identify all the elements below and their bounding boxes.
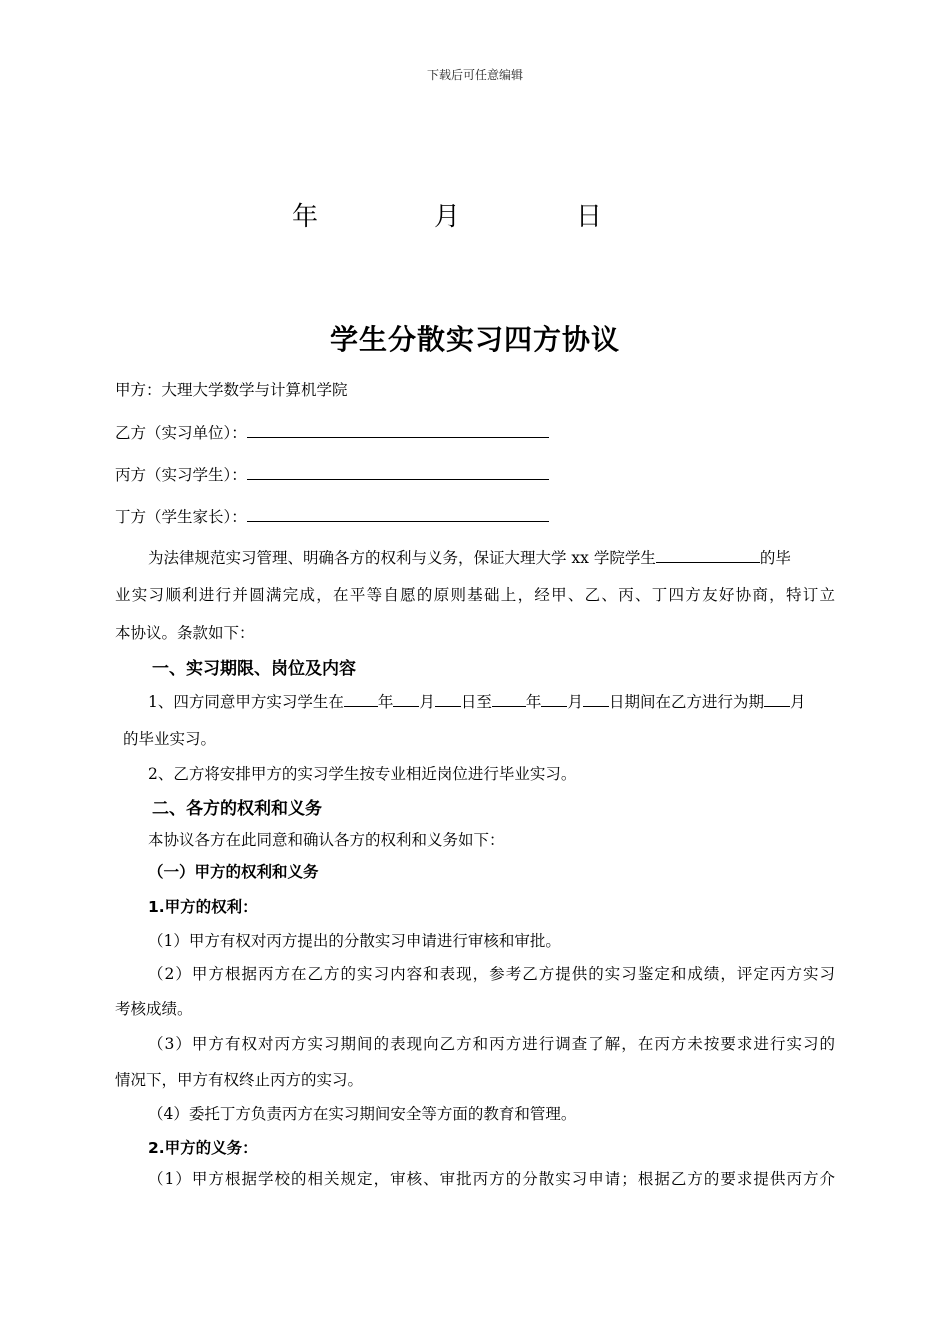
clause-1-text-b: 年: [377, 693, 394, 711]
right-1: （1）甲方有权对丙方提出的分散实习申请进行审核和审批。: [148, 932, 561, 950]
clause-1-text-e: 年: [525, 693, 542, 711]
clause-1-text-a: 1、四方同意甲方实习学生在: [148, 693, 344, 711]
date-month: 月: [434, 202, 461, 232]
document-title: 学生分散实习四方协议: [329, 323, 620, 356]
party-d-blank[interactable]: [247, 505, 549, 522]
right-2-line-1: （2）甲方根据丙方在乙方的实习内容和表现，参考乙方提供的实习鉴定和成绩，评定丙方实习: [148, 965, 835, 983]
party-b-blank[interactable]: [247, 421, 549, 438]
subsection-a-heading: （一）甲方的权利和义务: [148, 863, 319, 881]
end-day-blank[interactable]: [583, 690, 609, 707]
party-c-label: 丙方（实习学生）：: [115, 466, 247, 484]
party-d-row: [115, 505, 549, 527]
section-1-heading: 一、实习期限、岗位及内容: [152, 659, 356, 679]
right-3-line-1: （3）甲方有权对丙方实习期间的表现向乙方和丙方进行调查了解，在丙方未按要求进行实习的: [148, 1035, 835, 1053]
right-3-line-2: 情况下，甲方有权终止丙方的实习。: [115, 1071, 364, 1089]
start-month-blank[interactable]: [393, 690, 419, 707]
clause-1-text-c: 月: [419, 693, 435, 711]
intro-line-3: 本协议。条款如下：: [115, 624, 255, 642]
student-name-blank[interactable]: [656, 546, 760, 563]
duration-months-blank[interactable]: [764, 690, 790, 707]
header-note: 下载后可任意编辑: [426, 68, 523, 82]
party-c-row: [115, 463, 549, 485]
date-year: 年: [292, 202, 319, 232]
clause-1-text-d: 日至: [460, 693, 492, 711]
right-4: （4）委托丁方负责丙方在实习期间安全等方面的教育和管理。: [148, 1105, 577, 1123]
end-year-blank[interactable]: [492, 690, 526, 707]
clause-1-text-h: 月: [789, 693, 806, 711]
party-b-row: [115, 421, 549, 443]
party-a: 甲方：大理大学数学与计算机学院: [115, 381, 348, 399]
party-c-blank[interactable]: [247, 463, 549, 480]
party-b-label: 乙方（实习单位）：: [115, 424, 247, 442]
duty-1-line-1: （1）甲方根据学校的相关规定，审核、审批丙方的分散实习申请；根据乙方的要求提供丙方介: [148, 1170, 835, 1188]
start-day-blank[interactable]: [435, 690, 461, 707]
intro-line-1-post: 的毕: [759, 549, 791, 567]
section-2-heading: 二、各方的权利和义务: [152, 799, 322, 819]
party-d-label: 丁方（学生家长）：: [115, 508, 247, 526]
clause-1-text-g: 日期间在乙方进行为期: [608, 693, 764, 711]
section-2-intro: 本协议各方在此同意和确认各方的权利和义务如下：: [148, 831, 505, 849]
duties-heading: 2.甲方的义务：: [148, 1139, 258, 1157]
intro-line-2: 业实习顺利进行并圆满完成，在平等自愿的原则基础上，经甲、乙、丙、丁四方友好协商，特订立: [115, 586, 835, 604]
intro-line-1-pre: 为法律规范实习管理、明确各方的权利与义务，保证大理大学 xx 学院学生: [148, 549, 656, 567]
end-month-blank[interactable]: [541, 690, 567, 707]
right-2-line-2: 考核成绩。: [115, 1000, 193, 1018]
clause-1-line-1: [148, 690, 805, 712]
clause-1-text-f: 月: [567, 693, 583, 711]
clause-1-line-2: 的毕业实习。: [123, 730, 217, 748]
start-year-blank[interactable]: [344, 690, 378, 707]
date-day: 日: [576, 202, 603, 232]
clause-2: 2、乙方将安排甲方的实习学生按专业相近岗位进行毕业实习。: [148, 765, 577, 783]
rights-heading: 1.甲方的权利：: [148, 898, 258, 916]
intro-line-1: [148, 546, 791, 568]
